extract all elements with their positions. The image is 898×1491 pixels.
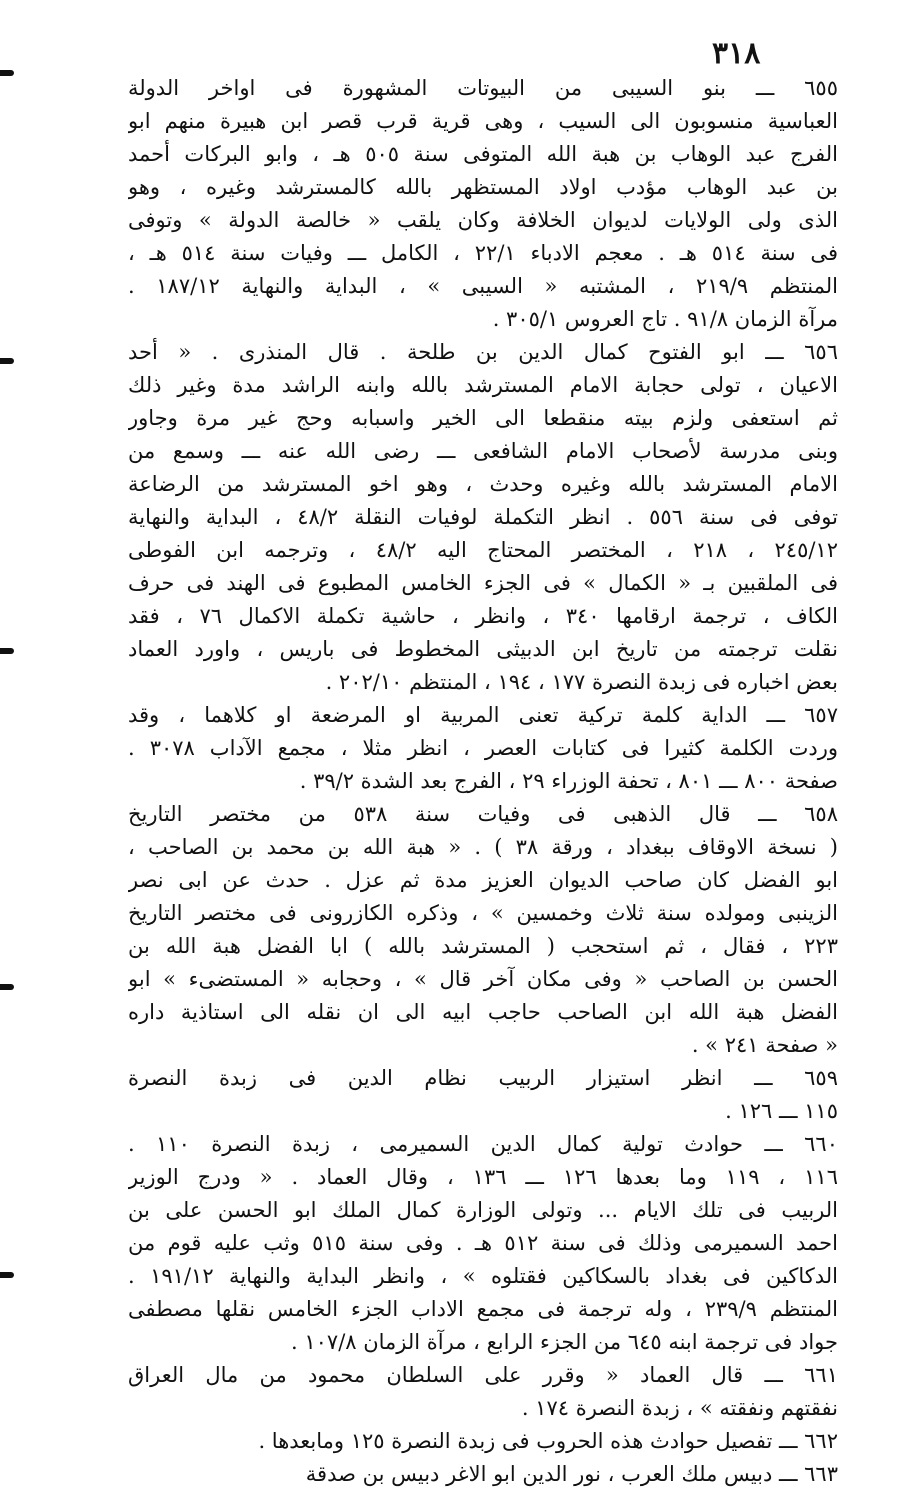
text-line: ٦٦٣ ـــ دبيس ملك العرب ، نور الدين ابو الاغر دبيس بن صدقة: [305, 1462, 838, 1486]
binding-mark: [0, 648, 14, 654]
text-line: بن عبد الوهاب مؤدب اولاد المستظهر بالله كالمسترشد وغيره ، وهو: [128, 175, 838, 199]
text-line: فى الملقبين بـ « الكمال » فى الجزء الخامس المطبوع فى الهند فى حرف: [128, 571, 838, 595]
text-line: العباسية منسوبون الى السيب ، وهى قرية قرب قصر ابن هبيرة منهم ابو: [128, 109, 838, 133]
text-line: جواد فى ترجمة ابنه ٦٤٥ من الجزء الرابع ، مرآة الزمان ١٠٧/٨ .: [291, 1330, 838, 1354]
text-line: الذى ولى الولايات لديوان الخلافة وكان يلقب « خالصة الدولة » وتوفى: [128, 208, 838, 232]
text-line: ( نسخة الاوقاف ببغداد ، ورقة ٣٨ ) . « هبة الله بن محمد بن الصاحب ،: [128, 835, 838, 859]
text-line: وردت الكلمة كثيرا فى كتابات العصر ، انظر مثلا ، مجمع الآداب ٣٠٧٨ .: [128, 736, 838, 760]
footnote-paragraph: [128, 1458, 838, 1491]
text-line: ١١٦ ، ١١٩ وما بعدها ١٢٦ ـــ ١٣٦ ، وقال العماد . « ودرج الوزير: [128, 1165, 838, 1189]
binding-mark: [0, 358, 14, 364]
text-line: ٦٥٧ ـــ الداية كلمة تركية تعنى المربية او المرضعة او كلاهما ، وقد: [128, 703, 838, 727]
binding-mark: [0, 70, 14, 76]
footnote-paragraph: [128, 1359, 838, 1425]
text-line: ٦٥٨ ـــ قال الذهبى فى وفيات سنة ٥٣٨ من مختصر التاريخ: [128, 802, 838, 826]
text-line: نفقتهم ونفقته » ، زبدة النصرة ١٧٤ .: [521, 1396, 838, 1420]
text-line: ١١٥ ـــ ١٢٦ .: [725, 1099, 838, 1123]
text-line: احمد السميرمى وذلك فى سنة ٥١٢ هـ . وفى سنة ٥١٥ وثب عليه قوم من: [128, 1231, 838, 1255]
text-line: نقلت ترجمته من تاريخ ابن الدبيثى المخطوط فى باريس ، واورد العماد: [128, 637, 838, 661]
text-line: ٦٥٥ ـــ بنو السيبى من البيوتات المشهورة فى اواخر الدولة: [128, 76, 838, 100]
footnote-paragraph: [128, 72, 838, 336]
footnote-paragraph: [128, 699, 838, 798]
text-line: الفضل هبة الله ابن الصاحب حاجب ابيه الى ان نقله الى استاذية داره: [128, 1000, 838, 1024]
text-line: الربيب فى تلك الايام ... وتولى الوزارة كمال الملك ابو الحسن على بن: [128, 1198, 838, 1222]
text-line: ثم استعفى ولزم بيته منقطعا الى الخير واسبابه وحج غير مرة وجاور: [128, 406, 838, 430]
footnote-paragraph: [128, 1062, 838, 1128]
footnote-paragraph: [128, 336, 838, 699]
text-line: ٦٦٠ ـــ حوادث تولية كمال الدين السميرمى ، زبدة النصرة ١١٠ .: [128, 1132, 838, 1156]
footnote-paragraph: [128, 1425, 838, 1458]
text-line: مرآة الزمان ٩١/٨ . تاج العروس ٣٠٥/١ .: [492, 307, 838, 331]
text-line: ٢٢٣ ، فقال ، ثم استحجب ( المسترشد بالله ) ابا الفضل هبة الله بن: [128, 934, 838, 958]
page-number: ٣١٨: [712, 36, 761, 71]
binding-mark: [0, 1272, 14, 1278]
text-line: « صفحة ٢٤١ » .: [691, 1033, 838, 1057]
text-line: الفرج عبد الوهاب بن هبة الله المتوفى سنة ٥٠٥ هـ ، وابو البركات أحمد: [128, 142, 838, 166]
text-line: الزينبى ومولده سنة ثلاث وخمسين » ، وذكره الكازرونى فى مختصر التاريخ: [128, 901, 838, 925]
footnote-paragraph: [128, 798, 838, 1062]
text-line: المنتظم ٢٣٩/٩ ، وله ترجمة فى مجمع الاداب الجزء الخامس نقلها مصطفى: [128, 1297, 838, 1321]
text-line: ٦٥٦ ـــ ابو الفتوح كمال الدين بن طلحة . قال المنذرى . « أحد: [128, 340, 838, 364]
text-line: الكاف ، ترجمة ارقامها ٣٤٠ ، وانظر ، حاشية تكملة الاكمال ٧٦ ، فقد: [128, 604, 838, 628]
text-line: فى سنة ٥١٤ هـ . معجم الادباء ٢٢/١ ، الكامل ـــ وفيات سنة ٥١٤ هـ ،: [128, 241, 838, 265]
text-line: صفحة ٨٠٠ ـــ ٨٠١ ، تحفة الوزراء ٢٩ ، الفرج بعد الشدة ٣٩/٢ .: [299, 769, 838, 793]
text-line: ٢٤٥/١٢ ، ٢١٨ ، المختصر المحتاج اليه ٤٨/٢ ، وترجمه ابن الفوطى: [128, 538, 838, 562]
text-line: الحسن بن الصاحب « وفى مكان آخر قال » ، وحجابه « المستضىء » ابو: [128, 967, 838, 991]
text-line: بعض اخباره فى زبدة النصرة ١٧٧ ، ١٩٤ ، المنتظم ٢٠٢/١٠ .: [325, 670, 838, 694]
footnotes-body: [128, 72, 838, 1491]
binding-mark: [0, 984, 14, 990]
text-line: وبنى مدرسة لأصحاب الامام الشافعى ـــ رضى الله عنه ـــ وسمع من: [128, 439, 838, 463]
footnote-paragraph: [128, 1128, 838, 1359]
text-line: ٦٥٩ ـــ انظر استيزار الربيب نظام الدين فى زبدة النصرة: [128, 1066, 838, 1090]
text-line: الدكاكين فى بغداد بالسكاكين فقتلوه » ، وانظر البداية والنهاية ١٩١/١٢ .: [128, 1264, 838, 1288]
text-line: ابو الفضل كان صاحب الديوان العزيز مدة ثم عزل . حدث عن ابى نصر: [128, 868, 838, 892]
text-line: توفى فى سنة ٥٥٦ . انظر التكملة لوفيات النقلة ٤٨/٢ ، البداية والنهاية: [128, 505, 838, 529]
text-line: المنتظم ٢١٩/٩ ، المشتبه « السيبى » ، البداية والنهاية ١٨٧/١٢ .: [128, 274, 838, 298]
text-line: الاعيان ، تولى حجابة الامام المسترشد بالله وابنه الراشد مدة وغير ذلك: [128, 373, 838, 397]
text-line: ٦٦٢ ـــ تفصيل حوادث هذه الحروب فى زبدة النصرة ١٢٥ ومابعدها .: [258, 1429, 838, 1453]
text-line: الامام المسترشد بالله وغيره وحدث ، وهو اخو المسترشد من الرضاعة: [128, 472, 838, 496]
text-line: ٦٦١ ـــ قال العماد « وقرر على السلطان محمود من مال العراق: [128, 1363, 838, 1387]
